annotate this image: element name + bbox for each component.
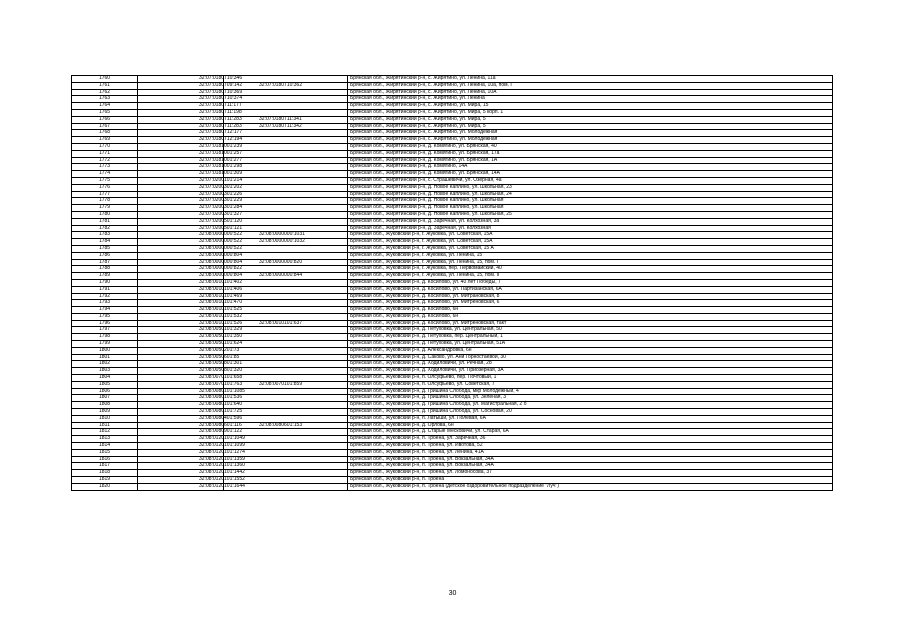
address-cell: Брянская обл., Жирятинский р-н, с. Жирятино, ул. Ленина, 10А bbox=[348, 89, 833, 96]
row-number-cell: 1767 bbox=[72, 123, 138, 130]
cadastral-number-cell: 32:07:0181001:257 bbox=[138, 150, 224, 157]
address-cell: Брянская обл., Жуковский р-н, д. Старые Месковичи, ул. Старая, 6А bbox=[348, 429, 833, 436]
cadastral-number-cell: 32:08:0000000:804 bbox=[138, 252, 224, 259]
address-cell: Брянская обл., Жуковский р-н, г. Жуковка, ул. Ленина, 15, пом. II bbox=[348, 273, 833, 280]
address-cell: Брянская обл., Жуковский р-н, д. Косилово, ул. Митреновская, такт bbox=[348, 320, 833, 327]
address-cell: Брянская обл., Жуковский р-н, д. Орлова, 6н bbox=[348, 422, 833, 429]
cadastral-number-cell: 32:07:0181001:239 bbox=[138, 143, 224, 150]
address-cell: Брянская обл., Жуковский р-н, д. Гришина Слобода, ул. Зеленая, 3 bbox=[348, 395, 833, 402]
address-cell: Брянская обл., Жирятинский р-н, с. Жирятино, ул. Мира, 5 bbox=[348, 123, 833, 130]
address-cell: Брянская обл., Жирятинский р-н, с. Жирятино, ул. Ленина bbox=[348, 96, 833, 103]
row-number-cell: 1775 bbox=[72, 177, 138, 184]
row-number-cell: 1814 bbox=[72, 443, 138, 450]
address-cell: Брянская обл., Жуковский р-н, д. Саково, ул. Ани Горностаевой, 30 bbox=[348, 354, 833, 361]
cadastral-number-cell: 32:08:0050801:301 bbox=[138, 361, 224, 368]
cadastral-number-cell: 32:07:0200501:121 bbox=[138, 225, 224, 232]
cadastral-number-cell: 32:08:0080101:725 bbox=[138, 409, 224, 416]
address-cell: Брянская обл., Жирятинский р-н, д. Новое Каплино, ул. Школьная bbox=[348, 198, 833, 205]
row-number-cell: 1800 bbox=[72, 347, 138, 354]
cadastral-number-cell: 32:08:0050801:320 bbox=[138, 368, 224, 375]
row-number-cell: 1764 bbox=[72, 103, 138, 110]
row-number-cell: 1807 bbox=[72, 395, 138, 402]
address-cell: Брянская обл., Жуковский р-н, г. Жуковка, ул. Советская, 15А bbox=[348, 239, 833, 246]
address-cell: Брянская обл., Жуковский р-н, п. Троена, ул. Вокзальная, 34А bbox=[348, 463, 833, 470]
address-cell: Брянская обл., Жуковский р-н, д. Косилово, ул. Митрановская, 8 bbox=[348, 293, 833, 300]
cadastral-number-cell: 32:07:0200301:229 bbox=[138, 198, 224, 205]
related-cadastral-number-cell: 32:07:0180711:341 bbox=[224, 116, 348, 123]
row-number-cell: 1770 bbox=[72, 143, 138, 150]
cadastral-number-cell: 32:08:0000000:522 bbox=[138, 232, 224, 239]
address-cell: Брянская обл., Жуковский р-н, д. Гришина Слобода, мкр Молодежный, 4 bbox=[348, 388, 833, 395]
row-number-cell: 1780 bbox=[72, 211, 138, 218]
cadastral-number-cell: 32:07:0200301:327 bbox=[138, 211, 224, 218]
address-cell: Брянская обл., Жуковский р-н, п. Олсуфьево, ул. Советская, 7 bbox=[348, 381, 833, 388]
cadastral-number-cell: 32:07:0180709:142 bbox=[138, 82, 224, 89]
address-cell: Брянская обл., Жуковский р-н, д. Косилово, ул. 40 лет Победы, 7 bbox=[348, 279, 833, 286]
row-number-cell: 1779 bbox=[72, 205, 138, 212]
cadastral-number-cell: 32:08:0080601:116 bbox=[138, 422, 224, 429]
row-number-cell: 1768 bbox=[72, 130, 138, 137]
row-number-cell: 1804 bbox=[72, 375, 138, 382]
row-number-cell: 1816 bbox=[72, 456, 138, 463]
cadastral-number-cell: 32:07:0180710:346 bbox=[138, 76, 224, 83]
row-number-cell: 1819 bbox=[72, 477, 138, 484]
address-cell: Брянская обл., Жирятинский р-н, д. Комягино, ул. Брянская, 40 bbox=[348, 143, 833, 150]
address-cell: Брянская обл., Жуковский р-н, г. Жуковка, ул. Советская, 15 А bbox=[348, 245, 833, 252]
cadastral-number-cell: 32:08:0010101:402 bbox=[138, 279, 224, 286]
cadastral-number-cell: 32:08:0010101:470 bbox=[138, 300, 224, 307]
cadastral-number-cell: 32:07:0180711:177 bbox=[138, 103, 224, 110]
cadastral-number-cell: 32:08:0120101:1099 bbox=[138, 443, 224, 450]
related-cadastral-number-cell: 32:08:0080601:153 bbox=[224, 422, 348, 429]
row-number-cell: 1765 bbox=[72, 109, 138, 116]
row-number-cell: 1815 bbox=[72, 449, 138, 456]
row-number-cell: 1792 bbox=[72, 293, 138, 300]
row-number-cell: 1783 bbox=[72, 232, 138, 239]
table-row bbox=[72, 470, 833, 477]
cadastral-number-cell: 32:07:0181001:309 bbox=[138, 171, 224, 178]
cadastral-number-cell: 32:08:0080101:536 bbox=[138, 395, 224, 402]
address-cell: Брянская обл., Жирятинский р-н, с. Жирятино, ул. Молодежная bbox=[348, 130, 833, 137]
row-number-cell: 1776 bbox=[72, 184, 138, 191]
cadastral-number-cell: 32:08:0070101:658 bbox=[138, 375, 224, 382]
cadastral-number-cell: 32:08:0050201:73 bbox=[138, 347, 224, 354]
address-cell: Брянская обл., Жирятинский р-н, д. Комягино, ул. Брянская, 14А bbox=[348, 171, 833, 178]
related-cadastral-number-cell: 32:08:0000000:1031 bbox=[224, 232, 348, 239]
row-number-cell: 1794 bbox=[72, 307, 138, 314]
row-number-cell: 1763 bbox=[72, 96, 138, 103]
property-table-body bbox=[72, 76, 833, 491]
cadastral-number-cell: 32:08:0000000:522 bbox=[138, 245, 224, 252]
row-number-cell: 1813 bbox=[72, 436, 138, 443]
related-cadastral-number-cell bbox=[224, 354, 348, 361]
cadastral-number-cell: 32:07:0181001:298 bbox=[138, 164, 224, 171]
address-cell: Брянская обл., Жуковский р-н, д. Гришина Слобода, ул. Сосновая, 20 bbox=[348, 409, 833, 416]
row-number-cell: 1772 bbox=[72, 157, 138, 164]
cadastral-number-cell: 32:08:0050101:329 bbox=[138, 327, 224, 334]
cadastral-number-cell: 32:07:0180711:283 bbox=[138, 123, 224, 130]
address-cell: Брянская обл., Жирятинский р-н, с. Жирятино, ул. Мира, 5 bbox=[348, 116, 833, 123]
row-number-cell: 1796 bbox=[72, 320, 138, 327]
address-cell: Брянская обл., Жуковский р-н, г. Жуковка, ул. Советская, 15А bbox=[348, 232, 833, 239]
row-number-cell: 1795 bbox=[72, 313, 138, 320]
cadastral-number-cell: 32:08:0120101:1274 bbox=[138, 449, 224, 456]
address-cell: Брянская обл., Жуковский р-н, д. Косилово, 6н bbox=[348, 313, 833, 320]
row-number-cell: 1808 bbox=[72, 402, 138, 409]
address-cell: Брянская обл., Жирятинский р-н, д. Заречная, ул. Колхозная bbox=[348, 225, 833, 232]
row-number-cell: 1810 bbox=[72, 415, 138, 422]
cadastral-number-cell: 32:07:0180711:283 bbox=[138, 116, 224, 123]
cadastral-number-cell: 32:08:0050101:350 bbox=[138, 334, 224, 341]
row-number-cell: 1782 bbox=[72, 225, 138, 232]
table-row bbox=[72, 483, 833, 490]
address-cell: Брянская обл., Жуковский р-н, д. Петуховка, ул. Центральная, 50 bbox=[348, 327, 833, 334]
cadastral-number-cell: 32:08:0120101:1360 bbox=[138, 463, 224, 470]
address-cell: Брянская обл., Жирятинский р-н, д. Новое Каплино, ул. Школьная, 24 bbox=[348, 191, 833, 198]
row-number-cell: 1774 bbox=[72, 171, 138, 178]
cadastral-number-cell: 32:07:0180710:374 bbox=[138, 96, 224, 103]
row-number-cell: 1799 bbox=[72, 341, 138, 348]
row-number-cell: 1777 bbox=[72, 191, 138, 198]
cadastral-number-cell: 32:08:0000000:822 bbox=[138, 266, 224, 273]
cadastral-number-cell: 32:07:0200301:284 bbox=[138, 205, 224, 212]
property-table bbox=[71, 75, 833, 491]
cadastral-number-cell: 32:08:0000000:804 bbox=[138, 273, 224, 280]
row-number-cell: 1766 bbox=[72, 116, 138, 123]
related-cadastral-number-cell bbox=[224, 347, 348, 354]
address-cell: Брянская обл., Жуковский р-н, д. Косилово, ул. Партизанская, 6А bbox=[348, 286, 833, 293]
address-cell: Брянская обл., Жирятинский р-н, с. Жирятино, ул. Ленина, 11а bbox=[348, 76, 833, 83]
row-number-cell: 1789 bbox=[72, 273, 138, 280]
related-cadastral-number-cell: 32:08:0000000:820 bbox=[224, 259, 348, 266]
address-cell: Брянская обл., Жуковский р-н, д. Косилово, ул. Митреновская, 6 bbox=[348, 300, 833, 307]
cadastral-number-cell: 32:08:0010101:469 bbox=[138, 293, 224, 300]
address-cell: Брянская обл., Жуковский р-н, г. Жуковка, пер. Первомайский, 40 bbox=[348, 266, 833, 273]
row-number-cell: 1793 bbox=[72, 300, 138, 307]
cadastral-number-cell: 32:08:0120101:1049 bbox=[138, 436, 224, 443]
cadastral-number-cell: 32:07:0180712:177 bbox=[138, 130, 224, 137]
table-row bbox=[72, 286, 833, 293]
address-cell: Брянская обл., Жуковский р-н, д. Ходиловичи, ул. Речная, 28 bbox=[348, 361, 833, 368]
row-number-cell: 1809 bbox=[72, 409, 138, 416]
row-number-cell: 1769 bbox=[72, 137, 138, 144]
row-number-cell: 1805 bbox=[72, 381, 138, 388]
address-cell: Брянская обл., Жуковский р-н, п. Троена, ул. Вокзальная, 34А bbox=[348, 456, 833, 463]
address-cell: Брянская обл., Жуковский р-н, п. Олсуфьево, пер. Почтовый, 1 bbox=[348, 375, 833, 382]
cadastral-number-cell: 32:08:0120101:1644 bbox=[138, 483, 224, 490]
address-cell: Брянская обл., Жирятинский р-н, с. Жирятино, ул. Мира, 15 bbox=[348, 103, 833, 110]
address-cell: Брянская обл., Жуковский р-н, д. Косилово, 6н bbox=[348, 307, 833, 314]
cadastral-number-cell: 32:08:0050101:624 bbox=[138, 341, 224, 348]
address-cell: Брянская обл., Жуковский р-н, д. Ходиловичи, ул. Приозерная, 3А bbox=[348, 368, 833, 375]
address-cell: Брянская обл., Жирятинский р-н, д. Новое Каплино, ул. Школьная, 25 bbox=[348, 211, 833, 218]
address-cell: Брянская обл., Жирятинский р-н, с. Жирятино, ул. Мира, 5 корп. 1 bbox=[348, 109, 833, 116]
row-number-cell: 1778 bbox=[72, 198, 138, 205]
address-cell: Брянская обл., Жуковский р-н, д. Гришина Слобода, ул. Магистральная, 2 б bbox=[348, 402, 833, 409]
cadastral-number-cell: 32:08:0010101:526 bbox=[138, 320, 224, 327]
row-number-cell: 1820 bbox=[72, 483, 138, 490]
related-cadastral-number-cell: 32:07:0180710:362 bbox=[224, 82, 348, 89]
row-number-cell: 1784 bbox=[72, 239, 138, 246]
cadastral-number-cell: 32:07:0180710:369 bbox=[138, 89, 224, 96]
cadastral-number-cell: 32:08:0080901:122 bbox=[138, 429, 224, 436]
related-cadastral-number-cell: 32:08:0000000:844 bbox=[224, 273, 348, 280]
row-number-cell: 1806 bbox=[72, 388, 138, 395]
table-row bbox=[72, 252, 833, 259]
cadastral-number-cell: 32:07:0200301:226 bbox=[138, 191, 224, 198]
row-number-cell: 1788 bbox=[72, 266, 138, 273]
related-cadastral-number-cell: 32:08:0010101:637 bbox=[224, 320, 348, 327]
cadastral-number-cell: 32:07:0180712:194 bbox=[138, 137, 224, 144]
cadastral-number-cell: 32:08:0080101:640 bbox=[138, 402, 224, 409]
row-number-cell: 1791 bbox=[72, 286, 138, 293]
cadastral-number-cell: 32:08:0080101:1085 bbox=[138, 388, 224, 395]
address-cell: Брянская обл., Жуковский р-н, п. Троена, ул. Ломоносова, 37 bbox=[348, 470, 833, 477]
row-number-cell: 1803 bbox=[72, 368, 138, 375]
address-cell: Брянская обл., Жуковский р-н, г. Жуковка, ул. Ленина, 15, пом. I bbox=[348, 259, 833, 266]
address-cell: Брянская обл., Жирятинский р-н, с. Жирятино, ул. Молодежная bbox=[348, 137, 833, 144]
row-number-cell: 1797 bbox=[72, 327, 138, 334]
address-cell: Брянская обл., Жуковский р-н, п. Троена, ул. Ивотова, 52 bbox=[348, 443, 833, 450]
address-cell: Брянская обл., Жуковский р-н, д. Александровка, 6н bbox=[348, 347, 833, 354]
address-cell: Брянская обл., Жуковский р-н, г. Жуковка, ул. Ленина, 15 bbox=[348, 252, 833, 259]
cadastral-number-cell: 32:08:0070101:763 bbox=[138, 381, 224, 388]
cadastral-number-cell: 32:08:0000000:522 bbox=[138, 239, 224, 246]
address-cell: Брянская обл., Жирятинский р-н, д. Новое Каплино, ул. Школьная, 23 bbox=[348, 184, 833, 191]
row-number-cell: 1785 bbox=[72, 245, 138, 252]
address-cell: Брянская обл., Жуковский р-н, п. Троена (детское оздоровительное подразделение "Луч") bbox=[348, 483, 833, 490]
row-number-cell: 1787 bbox=[72, 259, 138, 266]
row-number-cell: 1801 bbox=[72, 354, 138, 361]
address-cell: Брянская обл., Жуковский р-н, п. Троена, ул. Ленина, 41А bbox=[348, 449, 833, 456]
address-cell: Брянская обл., Жирятинский р-н, д. Комягино, ул. Брянская, 17а bbox=[348, 150, 833, 157]
address-cell: Брянская обл., Жирятинский р-н, с. Страшевичи, ул. Озерная, 4а bbox=[348, 177, 833, 184]
row-number-cell: 1773 bbox=[72, 164, 138, 171]
row-number-cell: 1817 bbox=[72, 463, 138, 470]
related-cadastral-number-cell: 32:07:0180711:342 bbox=[224, 123, 348, 130]
row-number-cell: 1781 bbox=[72, 218, 138, 225]
address-cell: Брянская обл., Жуковский р-н, п. Троена bbox=[348, 477, 833, 484]
cadastral-number-cell: 32:08:0120101:1359 bbox=[138, 456, 224, 463]
address-cell: Брянская обл., Жуковский р-н, д. Петуховка, пер. Центральный, 1 bbox=[348, 334, 833, 341]
cadastral-number-cell: 32:08:0120101:1552 bbox=[138, 477, 224, 484]
address-cell: Брянская обл., Жирятинский р-н, с. Жирятино, ул. Ленина, 10а, пом. I bbox=[348, 82, 833, 89]
cadastral-number-cell: 32:08:0050601:85 bbox=[138, 354, 224, 361]
cadastral-number-cell: 32:08:0010101:532 bbox=[138, 313, 224, 320]
cadastral-number-cell: 32:07:0180711:198 bbox=[138, 109, 224, 116]
cadastral-number-cell: 32:07:0181001:277 bbox=[138, 157, 224, 164]
cadastral-number-cell: 32:07:0200301:202 bbox=[138, 184, 224, 191]
address-cell: Брянская обл., Жирятинский р-н, д. Комягино, ул. Брянская, 1А bbox=[348, 157, 833, 164]
related-cadastral-number-cell bbox=[224, 103, 348, 110]
row-number-cell: 1786 bbox=[72, 252, 138, 259]
cadastral-number-cell: 32:07:0200501:120 bbox=[138, 218, 224, 225]
row-number-cell: 1802 bbox=[72, 361, 138, 368]
row-number-cell: 1762 bbox=[72, 89, 138, 96]
page-number: 30 bbox=[448, 590, 457, 597]
address-cell: Брянская обл., Жуковский р-н, п. Троена, ул. Заречная, 36 bbox=[348, 436, 833, 443]
row-number-cell: 1818 bbox=[72, 470, 138, 477]
cadastral-number-cell: 32:08:0010101:525 bbox=[138, 307, 224, 314]
address-cell: Брянская обл., Жирятинский р-н, д. Заречная, ул. Колхозная, 3а bbox=[348, 218, 833, 225]
row-number-cell: 1760 bbox=[72, 76, 138, 83]
address-cell: Брянская обл., Жуковский р-н, п. Латыши, ул. Полевая, 6А bbox=[348, 415, 833, 422]
cadastral-number-cell: 32:08:0010101:406 bbox=[138, 286, 224, 293]
row-number-cell: 1798 bbox=[72, 334, 138, 341]
row-number-cell: 1812 bbox=[72, 429, 138, 436]
row-number-cell: 1761 bbox=[72, 82, 138, 89]
related-cadastral-number-cell: 32:08:0070101:859 bbox=[224, 381, 348, 388]
table-row bbox=[72, 218, 833, 225]
cadastral-number-cell: 32:08:0080401:596 bbox=[138, 415, 224, 422]
row-number-cell: 1790 bbox=[72, 279, 138, 286]
row-number-cell: 1771 bbox=[72, 150, 138, 157]
cadastral-number-cell: 32:08:0120101:1442 bbox=[138, 470, 224, 477]
cadastral-number-cell: 32:08:0000000:804 bbox=[138, 259, 224, 266]
address-cell: Брянская обл., Жирятинский р-н, д. Новое Каплино, ул. Школьная bbox=[348, 205, 833, 212]
address-cell: Брянская обл., Жирятинский р-н, д. Комягино, 14А bbox=[348, 164, 833, 171]
cadastral-number-cell: 32:07:0200101:214 bbox=[138, 177, 224, 184]
row-number-cell: 1811 bbox=[72, 422, 138, 429]
related-cadastral-number-cell: 32:08:0000000:1032 bbox=[224, 239, 348, 246]
address-cell: Брянская обл., Жуковский р-н, д. Петуховка, ул. Центральная, 51А bbox=[348, 341, 833, 348]
